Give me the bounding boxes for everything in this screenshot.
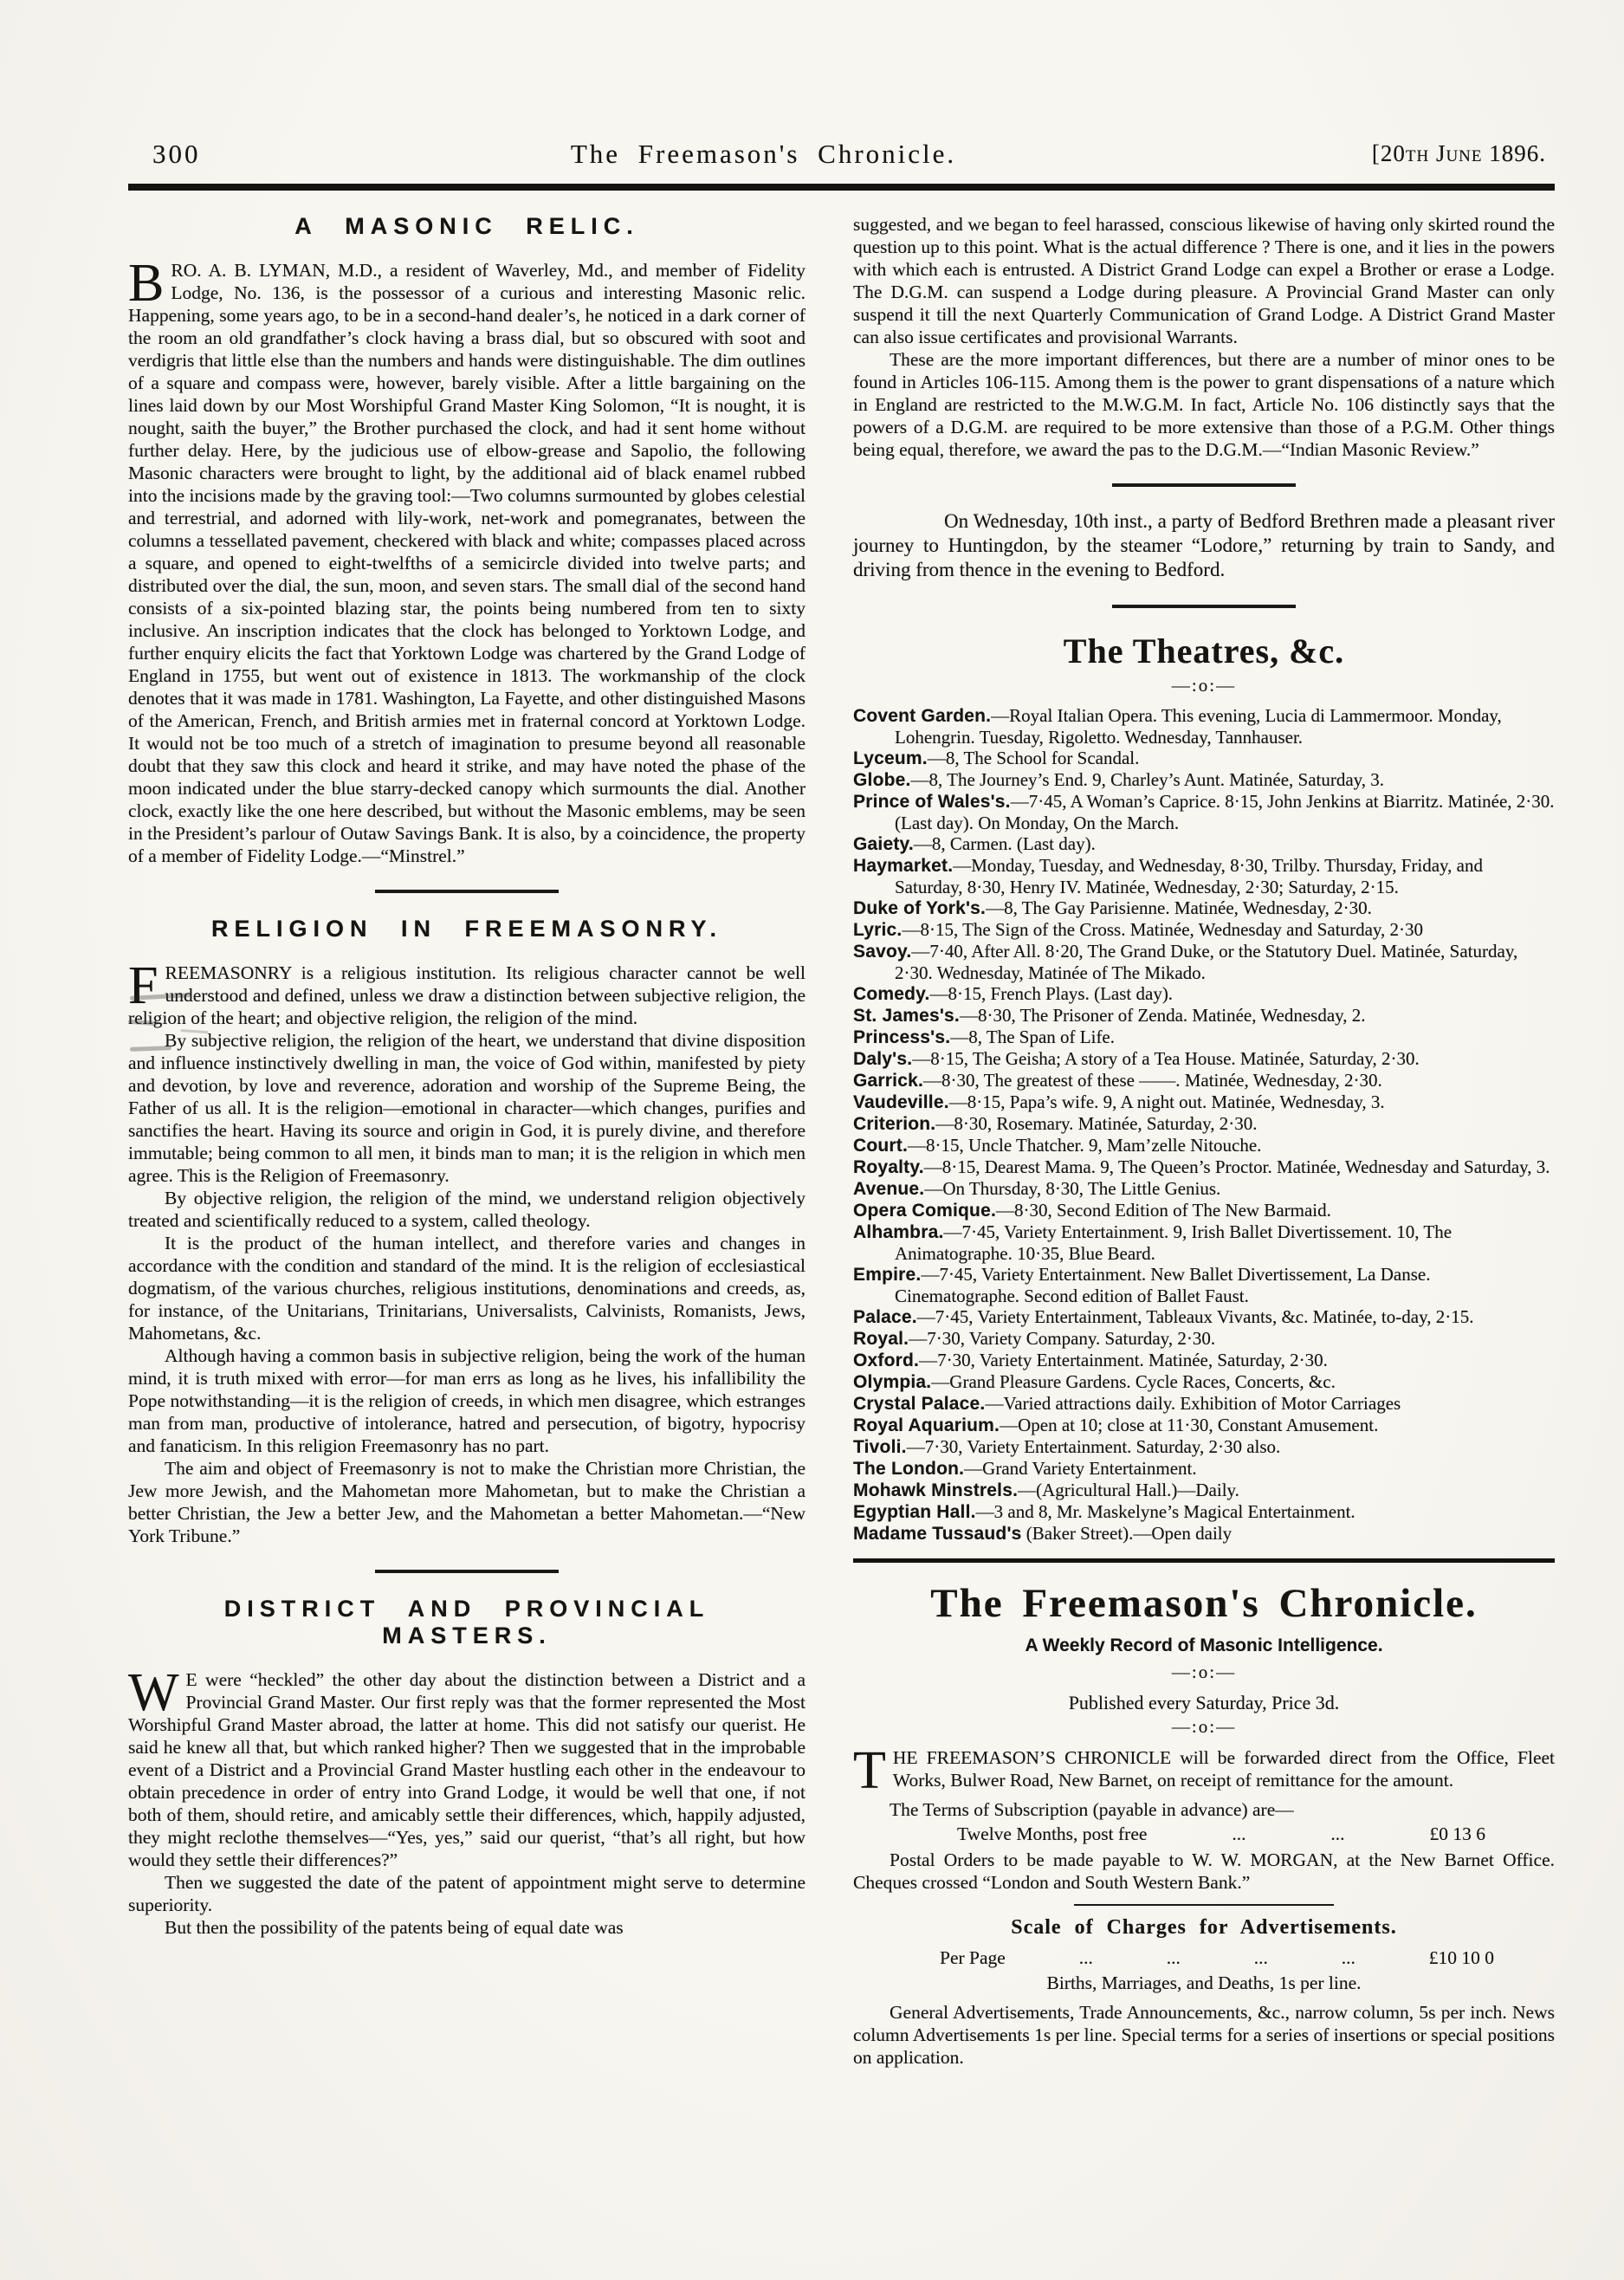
subscription-line [957,1823,1485,1845]
listing-details: —Open at 10; close at 11·30, Constant Amusement. [1000,1415,1379,1435]
venue-name: Court. [853,1136,909,1156]
terms-heading: The Terms of Subscription (payable in advance) are— [890,1799,1294,1820]
advert-subtitle: A Weekly Record of Masonic Intelligence. [1025,1636,1383,1655]
ornament-separator: —:o:— [1171,1716,1237,1737]
venue-name: Garrick. [853,1071,923,1091]
left-column [128,213,806,2069]
listing-details: —Royal Italian Opera. This evening, Lucia di Lammermoor. Monday, Lohengrin. Tuesday, Rigoletto. Wednesday, Tannhauser. [895,705,1502,748]
venue-name: Haymarket. [853,856,954,876]
venue-name: Empire. [853,1265,922,1285]
listing-details: —7·30, Variety Entertainment. Matinée, Saturday, 2·30. [919,1350,1328,1370]
bedford-excursion-note: On Wednesday, 10th inst., a party of Bedford Brethren made a pleasant river journey to Huntingdon, by the steamer “Lodore,” returning by train to Sandy, and driving from thence in the evening to Bedford. [853,510,1555,580]
paragraph-text: E were “heckled” the other day about the distinction between a District and a Provincial Grand Master. Our first reply was that the former represented the Most Worshipful Grand Master abroad, the latter at home. This did not satisfy our querist. He said he knew all that, but which ranked higher? Then we suggested that in the improbable event of a District and a Provincial Grand Master hustling each other in the endeavour to obtain precedence in order of entry into Grand Lodge, it would be well that one, if not both of them, should retire, and amicably settle their differences, which, happily adjusted, they might reclothe themselves—“Yes, yes,” said our querist, “that’s all right, but how would they settle their differences?” [128,1669,806,1870]
theatre-listing [853,983,1555,1005]
theatre-listing [853,769,1555,791]
leader-dots: ... [1078,1947,1093,1968]
theatre-listing [853,1048,1555,1070]
venue-name: Lyceum. [853,748,928,768]
venue-name: Opera Comique. [853,1201,996,1221]
subscription-label: Twelve Months, post free [957,1823,1148,1844]
listing-details: —7·30, Variety Entertainment. Saturday, 2·30 also. [906,1436,1281,1457]
theatre-listing [853,1070,1555,1091]
listing-details: —8·30, Rosemary. Matinée, Saturday, 2·30. [935,1113,1258,1134]
listing-details: —8·30, The greatest of these ——. Matinée, Wednesday, 2·30. [923,1070,1382,1091]
advert-title: The Freemason's Chronicle. [930,1581,1478,1626]
charges-heading: Scale of Charges for Advertisements. [1011,1916,1397,1939]
listing-details: —8·15, Uncle Thatcher. 9, Mam’zelle Nitouche. [908,1135,1262,1156]
advert-top-rule [853,1558,1555,1563]
listing-details: —Grand Pleasure Gardens. Cycle Races, Concerts, &c. [931,1371,1336,1392]
theatre-listing [853,1005,1555,1027]
per-page-label: Per Page [940,1947,1006,1968]
theatre-listing [853,897,1555,919]
per-page-price: £10 10 0 [1428,1947,1494,1968]
theatre-listings [853,705,1555,1545]
article-title-religion: RELIGION IN FREEMASONRY. [210,916,723,942]
listing-details: —8·30, The Prisoner of Zenda. Matinée, Wednesday, 2. [959,1005,1366,1026]
listing-details: —8·15, Dearest Mama. 9, The Queen’s Proctor. Matinée, Wednesday and Saturday, 3. [923,1156,1550,1177]
venue-name: Palace. [853,1307,917,1327]
venue-name: Madame Tussaud's [853,1524,1022,1544]
paragraph-text: RO. A. B. LYMAN, M.D., a resident of Waverley, Md., and member of Fidelity Lodge, No. 136, is the possessor of a curious and interesting Masonic relic. Happening, some years ago, to be in a second-hand dealer’s, he noticed in a dark corner of the room an old grandfather’s clock having a brass dial, but so obscured with soot and verdigris that little else than the numbers and hands were distinguishable. The dim outlines of a square and compass were, however, barely visible. After a little bargaining on the lines laid down by our Most Worshipful Grand Master King Solomon, “It is nought, it is nought, saith the buyer,” the Brother purchased the clock, and had it sent home without further delay. Here, by the judicious use of elbow-grease and Sapolio, the following Masonic characters were brought to light, by the additional aid of black enamel rubbed into the incisions made by the graving tool:—Two columns surmounted by globes celestial and terrestrial, and adorned with lily-work, net-work and pomegranates, between the columns a tessellated pavement, checkered with black and white; compasses placed across a square, and opened to eight-twelfths of a semicircle divided into twelve parts; and distributed over the dial, the sun, moon, and seven stars. The small dial of the second hand consists of a six-pointed blazing star, the points being numbered from ten to sixty inclusive. An inscription indicates that the clock has belonged to Yorktown Lodge, and further enquiry elicits the fact that Yorktown Lodge was chartered by the Grand Lodge of England in 1755, but went out of existence in 1813. The workmanship of the clock denotes that it was made in 1781. Washington, La Fayette, and other distinguished Masons of the American, French, and British armies met in fraternal concord at Yorktown Lodge. It would not be too much of a stretch of imagination to presume beyond all reasonable doubt that they saw this clock and heard it strike, and may have noted the phase of the moon indicated under the blue starry-decked canopy which surmounts the dial. Another clock, exactly like the one here described, but without the Masonic emblems, may be seen in the President’s parlour of Outaw Savings Bank. It is also, by a coincidence, the property of a member of Fidelity Lodge.—“Minstrel.” [128,260,806,866]
masthead-title: The Freemason's Chronicle. [570,139,957,169]
listing-details: —7·45, Variety Entertainment. New Ballet Divertissement, La Danse. Cinematographe. Second edition of Ballet Faust. [895,1264,1431,1306]
venue-name: Lyric. [853,920,903,940]
theatre-listing [853,1027,1555,1048]
article-paragraph: The aim and object of Freemasonry is not to make the Christian more Christian, the Jew more Jewish, and the Mahometan more Mahometan, but to make the Christian a better Christian, the Jew a better Jew, and the Mahometan a better Mahometan.—“New York Tribune.” [128,1458,806,1546]
article-paragraph: But then the possibility of the patents being of equal date was [165,1917,624,1938]
theatre-listing [853,1415,1555,1436]
section-divider [1112,483,1296,487]
theatre-listing [853,791,1555,833]
theatre-listing [853,1523,1555,1545]
venue-name: Royal. [853,1329,909,1349]
article-paragraph: By subjective religion, the religion of the heart, we understand that divine disposition and influence instinctively dwelling in man, the voice of God within, manifested by piety and devotion, by love and reverence, adoration and worship of the Supreme Being, the Father of us all. It is the religion—emotional in character—which changes, purifies and sanctifies the heart. Having its source and origin in God, it is purely divine, and therefore immutable; being common to all men, it binds man to man; it is the religion in which men agree. This is the Religion of Freemasonry. [128,1030,806,1186]
theatre-listing [853,1306,1555,1328]
venue-name: Globe. [853,770,911,790]
venue-name: Comedy. [853,984,930,1004]
venue-name: Crystal Palace. [853,1394,986,1414]
theatre-listing [853,855,1555,897]
theatre-listing [853,919,1555,941]
venue-name: Royalty. [853,1157,924,1177]
venue-name: Princess's. [853,1027,951,1047]
listing-details: —7·40, After All. 8·20, The Grand Duke, or the Statutory Duel. Matinée, Saturday, 2·30. Wednesday, Matinée of The Mikado. [895,941,1518,983]
article-title-masonic-relic: A MASONIC RELIC. [294,213,639,239]
listing-details: —8, The Span of Life. [950,1027,1116,1047]
page-number: 300 [152,139,201,169]
venue-name: Daly's. [853,1049,913,1069]
theatre-listing [853,1113,1555,1135]
venue-name: The London. [853,1459,965,1479]
drop-cap: B [128,254,165,313]
venue-name: St. James's. [853,1006,960,1026]
paragraph-text: HE FREEMASON’S CHRONICLE will be forwarded direct from the Office, Fleet Works, Bulwer Road, New Barnet, on receipt of remittance for the amount. [892,1747,1555,1791]
venue-name: Oxford. [853,1351,920,1370]
theatre-listing [853,1436,1555,1458]
theatre-listing [853,1328,1555,1350]
theatre-listing [853,1480,1555,1501]
leader-dots: ... [1166,1947,1181,1968]
theatre-listing [853,1393,1555,1415]
theatre-listing [853,1501,1555,1523]
leader-dots: ... [1330,1823,1345,1844]
paragraph-text: REEMASONRY is a religious institution. Its religious character cannot be well understood and defined, unless we draw a distinction between subjective religion, the religion of the heart; and objective religion, the religion of the mind. [128,962,806,1028]
columns [128,213,1555,2069]
drop-cap: W [128,1663,179,1722]
header-rule [128,184,1555,191]
theatre-listing [853,1091,1555,1113]
drop-cap: T [853,1741,886,1800]
listing-details: (Baker Street).—Open daily [1021,1523,1233,1544]
theatre-listing [853,1135,1555,1156]
listing-details: —8, Carmen. (Last day). [913,833,1096,854]
section-divider [375,1570,559,1573]
births-marriages-line: Births, Marriages, and Deaths, 1s per line. [1046,1972,1362,1993]
venue-name: Prince of Wales's. [853,792,1011,812]
right-column [853,213,1555,2069]
listing-details: —Grand Variety Entertainment. [964,1458,1197,1479]
theatre-listing [853,1458,1555,1480]
article-paragraph [128,956,806,1029]
venue-name: Vaudeville. [853,1092,949,1112]
theatre-listing [853,748,1555,769]
theatres-heading: The Theatres, &c. [1063,632,1345,670]
listing-details: —8, The Gay Parisienne. Matinée, Wednesday, 2·30. [986,897,1372,918]
article-paragraph [128,1663,806,1871]
listing-details: —8, The School for Scandal. [927,748,1140,768]
theatre-listing [853,1200,1555,1221]
listing-details: —On Thursday, 8·30, The Little Genius. [924,1178,1221,1199]
listing-details: —8·30, Second Edition of The New Barmaid. [996,1200,1331,1221]
leader-dots: ... [1232,1823,1246,1844]
leader-dots: ... [1253,1947,1268,1968]
per-page-line [940,1946,1494,1969]
article-paragraph: Although having a common basis in subjective religion, being the work of the human mind, it is truth mixed with error—for man errs as long as he lives, his infallibility the Pope notwithstanding—it is the religion of creeds, in which men disagree, which estranges man from man, productive of intolerance, hatred and persecution, of bigotry, hypocrisy and fanaticism. In this religion Freemasonry has no part. [128,1345,806,1456]
listing-details: —7·45, Variety Entertainment, Tableaux Vivants, &c. Matinée, to-day, 2·15. [916,1306,1474,1327]
theatre-listing [853,1156,1555,1178]
short-divider [1074,1904,1334,1906]
venue-name: Covent Garden. [853,706,992,726]
leader-dots: ... [1341,1947,1355,1968]
article-paragraph: Then we suggested the date of the patent of appointment might serve to determine superiority. [128,1872,806,1915]
article-title-district-masters: DISTRICT AND PROVINCIAL MASTERS. [223,1596,710,1648]
venue-name: Tivoli. [853,1437,907,1457]
theatre-listing [853,833,1555,855]
listing-details: —8·15, French Plays. (Last day). [929,983,1174,1004]
listing-details: —3 and 8, Mr. Maskelyne’s Magical Entertainment. [975,1501,1355,1522]
continuation-paragraph: These are the more important differences, but there are a number of minor ones to be found in Articles 106-115. Among them is the power to grant dispensations of a nature which in England are restricted to the M.W.G.M. In fact, Article No. 106 distinctly says that the powers of a D.G.M. are required to be more extensive than those of a P.G.M. Other things being equal, therefore, we award the pas to the D.G.M.—“Indian Masonic Review.” [853,349,1555,460]
listing-details: —Monday, Tuesday, and Wednesday, 8·30, Trilby. Thursday, Friday, and Saturday, 8·30, Henry IV. Matinée, Wednesday, 2·30; Saturday, 2·15. [895,855,1483,897]
listing-details: —7·45, A Woman’s Caprice. 8·15, John Jenkins at Biarritz. Matinée, 2·30. (Last day). On Monday, On the March. [895,791,1555,833]
article-paragraph: It is the product of the human intellect, and therefore varies and changes in accordance with the condition and standard of the mind. It is the religion of ecclesiastical dogmatism, of the various churches, religious institutions, denominations and creeds, as, for instance, of the Unitarians, Trinitarians, Universalists, Calvinists, Romanists, Jews, Mahometans, &c. [128,1233,806,1344]
venue-name: Duke of York's. [853,898,987,918]
theatre-listing [853,1178,1555,1200]
section-divider [375,890,559,893]
venue-name: Gaiety. [853,834,914,854]
continuation-paragraph: suggested, and we began to feel harassed, conscious likewise of having only skirted round the question up to this point. What is the actual difference ? There is one, and it lies in the powers with which each is entrusted. A District Grand Lodge can expel a Brother or erase a Lodge. The D.G.M. can suspend a Lodge during pleasure. A Provincial Grand Master can only suspend it till the next Quarterly Communication of Grand Lodge. A District Grand Master can also issue certificates and provisional Warrants. [853,214,1555,347]
theatre-listing [853,1221,1555,1264]
advert-paragraph [853,1741,1555,1800]
article-paragraph [128,254,806,867]
venue-name: Alhambra. [853,1222,944,1242]
subscription-price: £0 13 6 [1429,1823,1485,1844]
advert-published-line: Published every Saturday, Price 3d. [1068,1692,1340,1713]
issue-date: [20th June 1896. [1371,140,1546,166]
general-advertisements-paragraph: General Advertisements, Trade Announcements, &c., narrow column, 5s per inch. News column Advertisements 1s per line. Special terms for a series of insertions or special positions on application. [853,2002,1555,2068]
theatre-listing [853,1350,1555,1371]
page-header [128,139,1555,177]
venue-name: Mohawk Minstrels. [853,1480,1019,1500]
theatre-listing [853,1371,1555,1393]
listing-details: —7·30, Variety Company. Saturday, 2·30. [909,1328,1216,1349]
theatre-listing [853,1264,1555,1306]
listing-details: —7·45, Variety Entertainment. 9, Irish Ballet Divertissement. 10, The Animatographe. 10·35, Blue Beard. [895,1221,1453,1264]
listing-details: —(Agricultural Hall.)—Daily. [1018,1480,1239,1500]
theatre-listing [853,941,1555,983]
listing-details: —8·15, The Geisha; A story of a Tea House. Matinée, Saturday, 2·30. [912,1048,1420,1069]
section-divider [1112,605,1296,608]
venue-name: Royal Aquarium. [853,1415,1000,1435]
ornament-separator: —:o:— [1171,1661,1237,1682]
venue-name: Egyptian Hall. [853,1502,976,1522]
postal-orders-paragraph: Postal Orders to be made payable to W. W. MORGAN, at the New Barnet Office. Cheques crossed “London and South Western Bank.” [853,1849,1555,1893]
venue-name: Savoy. [853,942,912,962]
article-paragraph: By objective religion, the religion of the mind, we understand religion objectively treated and scientifically reduced to a system, called theology. [128,1188,806,1231]
listing-details: —Varied attractions daily. Exhibition of Motor Carriages [985,1393,1401,1414]
listing-details: —8, The Journey’s End. 9, Charley’s Aunt. Matinée, Saturday, 3. [910,769,1385,790]
drop-cap: F [128,956,159,1015]
venue-name: Olympia. [853,1372,932,1392]
listing-details: —8·15, The Sign of the Cross. Matinée, Wednesday and Saturday, 2·30 [902,919,1424,940]
venue-name: Criterion. [853,1114,936,1134]
theatre-listing [853,705,1555,748]
listing-details: —8·15, Papa’s wife. 9, A night out. Matinée, Wednesday, 3. [948,1091,1385,1112]
ornament-separator: —:o:— [1171,675,1237,696]
venue-name: Avenue. [853,1179,925,1199]
